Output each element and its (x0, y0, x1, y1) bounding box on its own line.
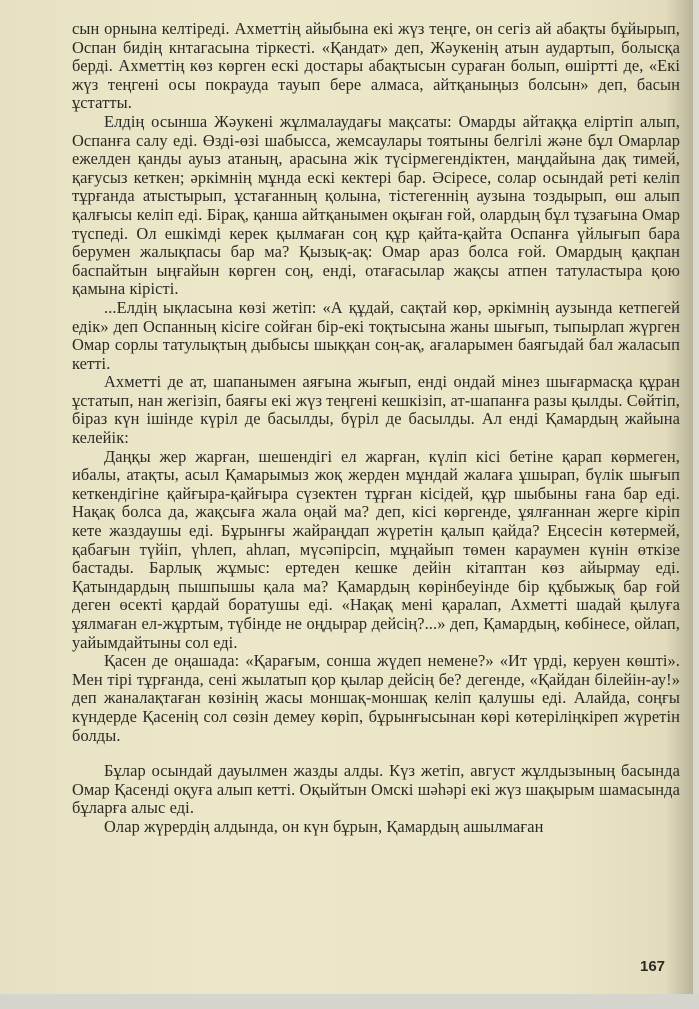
paragraph-2: Елдің осынша Жәукені жұлмалаудағы мақсаты: Омарды айтаққа елiртіп алып, Оспанға салу еді. Өзді-өзі шабысса, жемсаулары тоятыны белгілі және бұл Омарлар ежелден қанды ауыз атаның, арасына жік түсірмегендіктен, маңдайына дақ тимей, қағусыз кеткен; әркімнің мұнда ескі кектері бар. Әсіресе, солар осындай реті келіп тұрғанда атыстырып, ұстағанның қолына, тістегеннің аузына тоздырып, өш алып қалғысы келіп еді. Бірақ, қанша айтқанымен оқыған ғой, олардың бұл тұзағына Омар түспеді. Ол ешкімді керек қылмаған соң құр қайта-қайта Оспанға үйлығып бара берумен жалықпасы бар ма? Қызық-ақ: Омар араз болса ғой. Омардың қақпан баспайтын ыңғайын көрген соң, енді, отағасылар жақсы атпен татуластыра қою қамына кірісті. (72, 111, 680, 299)
paragraph-6: Қасен де оңашада: «Қарағым, сонша жүдеп немене?» «Ит үрді, керуен көшті». Мен тірі тұрғанда, сені жылатып қор қылар дейсің бе? дегенде, «Қайдан білейін-ау!» деп жаналақтаған көзінің жасы моншақ-моншақ келіп қалушы еді. Алайда, соңғы күндерде Қасенің сол сөзін демеу көріп, бұрынғысынан көрі көтеріліңкіреп жүретін болды. (72, 651, 680, 745)
paragraph-7: Бұлар осындай дауылмен жазды алды. Күз жетіп, август жұлдызының басында Омар Қасенді оқуға алып кетті. Оқыйтын Омскі шәһәрі екі жүз шақырым шамасында бұларға алыс еді. (72, 761, 680, 818)
paragraph-5: Даңқы жер жарған, шешендігі ел жарған, күліп кісі бетіне қарап көрмеген, ибалы, атақты, асыл Қамарымыз жоқ жерден мұндай жалаға ұшырап, бүлік шығып кеткендігіне қайғыра-қайғыра сүзектен тұрған кісідей, құр шыбыны ғана бар еді. Нақақ болса да, жақсыға жала оңай ма? деп, кісі көргенде, ұялғаннан жерге кіріп кете жаздаушы еді. Бұрынғы жайраңдап жүретін қалып қайда? Еңсесін көтермей, қабағын түйіп, үһлеп, аһлап, мүсәпірсіп, мұңайып төмен караумен күнін өткізе бастады. Барлық жұмыс: ертеден кешке дейін кітаптан көз айырмау еді. Қатындардың пышпышы қала ма? Қамардың көрінбеуінде бір құбыжық бар ғой деген өсекті қардай боратушы еді. «Нақақ мені қаралап, Ахметті шадай қылуға ұялмаған ел-жұртым, түбінде не оңдырар дейсің?...» деп, Қамардың, көбінесе, ойлап, уайымдайтыны сол еді. (72, 446, 680, 652)
paragraph-1: сын орнына келтіреді. Ахметтің айыбына екі жүз теңге, он сегіз ай абақты бұйырып, Оспан бидің кнтагасына тіркесті. «Қандат» деп, Жәукенің атын аудартып, болысқа берді. Ахметтің көз көрген ескі достары абақтысын сураған болып, өшіртті де, «Екі жүз теңгені осы покрауда тауып бере алмаса, айтқаныңыз болсын» деп, басын ұстатты. (72, 19, 680, 113)
paragraph-3: ...Елдің ықласына көзі жетіп: «А құдай, сақтай көр, әркімнің аузында кетпегей едік» деп Оспанның кісіге сойған бір-екі тоқтысына жаны шығып, тыпырлап жүрген Омар сорлы татулықтың дыбысы шыққан соң-ақ, ағаларымен баягыдай бал жаласып кетті. (72, 297, 680, 373)
paragraph-8: Олар жүрердің алдында, он күн бұрын, Қамардың ашылмаған (104, 816, 544, 836)
paragraph-4: Ахметті де ат, шапанымен аяғына жығып, енді ондай мінез шығармасқа құран ұстатып, нан жегізіп, баяғы екі жүз теңгені кешкізіп, ат-шапанға разы қылды. Сөйтіп, біраз күн ішінде күріл де басылды, бүріл де басылды. Ал енді Қамардың жайына келейік: (72, 372, 680, 448)
scan-border (0, 994, 699, 1009)
page-number: 167 (640, 958, 666, 975)
page-text (72, 20, 680, 837)
